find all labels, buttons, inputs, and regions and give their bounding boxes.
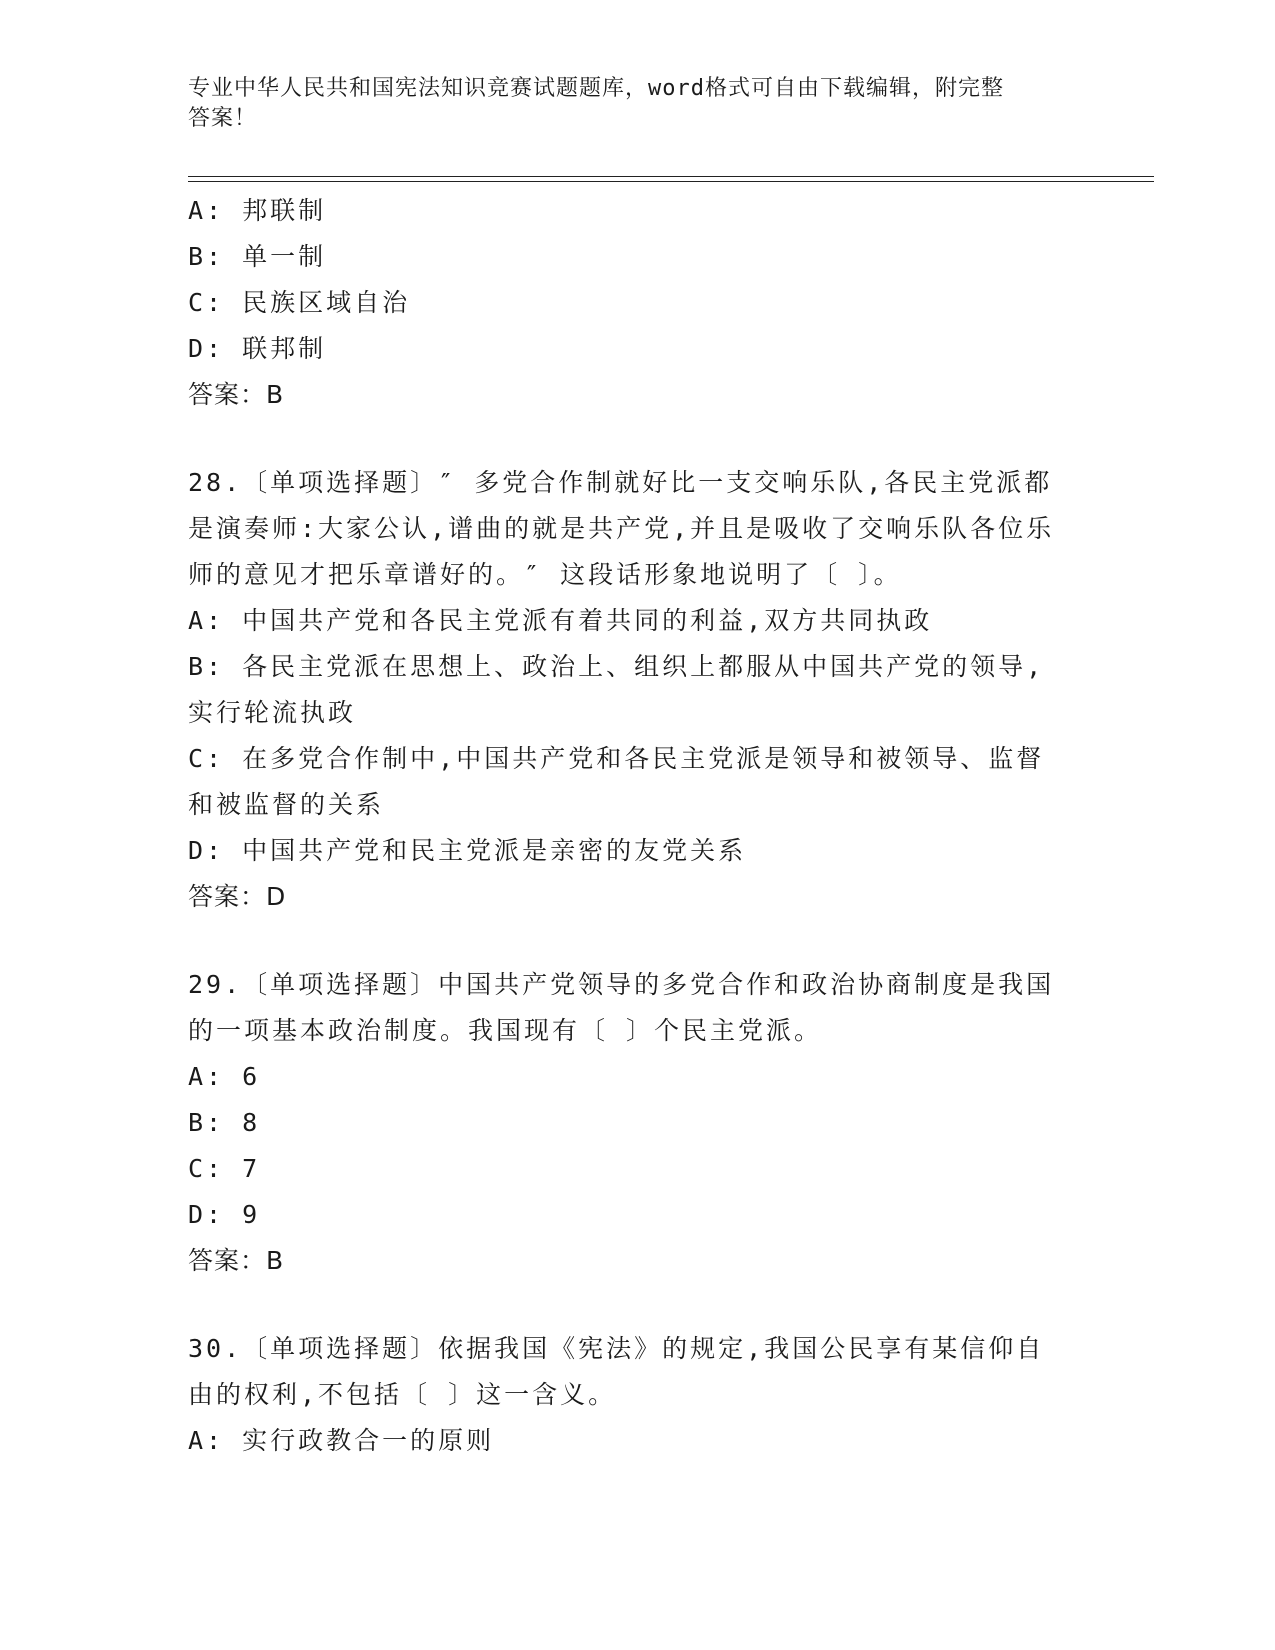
question-block-29 xyxy=(188,962,1068,1284)
question-block-30 xyxy=(188,1326,1068,1464)
question-text-line: 28.〔单项选择题〕″ 多党合作制就好比一支交响乐队,各民主党派都 xyxy=(188,468,1053,497)
option-a: A: 中国共产党和各民主党派有着共同的利益,双方共同执政 xyxy=(188,606,933,635)
answer-line: 答案：B xyxy=(188,1246,285,1275)
header-line-1: 专业中华人民共和国宪法知识竞赛试题题库，word格式可自由下载编辑，附完整 xyxy=(188,76,1004,101)
option-a: A: 实行政教合一的原则 xyxy=(188,1426,495,1455)
option-b: B: 各民主党派在思想上、政治上、组织上都服从中国共产党的领导, xyxy=(188,652,1045,681)
question-block-28 xyxy=(188,460,1068,920)
option-c: C: 在多党合作制中,中国共产党和各民主党派是领导和被领导、监督 xyxy=(188,744,1045,773)
option-d: D: 9 xyxy=(188,1200,261,1229)
option-d: D: 中国共产党和民主党派是亲密的友党关系 xyxy=(188,836,747,865)
option-c: C: 7 xyxy=(188,1154,261,1183)
question-text-line: 的一项基本政治制度。我国现有〔 〕个民主党派。 xyxy=(188,1016,823,1045)
option-b: B: 单一制 xyxy=(188,242,327,271)
question-block-27 xyxy=(188,188,1068,418)
header-divider-bottom xyxy=(188,181,1154,182)
question-text-line: 29.〔单项选择题〕中国共产党领导的多党合作和政治协商制度是我国 xyxy=(188,970,1055,999)
option-a: A: 6 xyxy=(188,1062,261,1091)
option-b-continued: 实行轮流执政 xyxy=(188,698,357,727)
document-header xyxy=(188,74,1068,134)
question-text-line: 师的意见才把乐章谱好的。″ 这段话形象地说明了〔 〕。 xyxy=(188,560,902,589)
answer-line: 答案：B xyxy=(188,380,285,409)
answer-line: 答案：D xyxy=(188,882,287,911)
question-text-line: 由的权利,不包括〔 〕这一含义。 xyxy=(188,1380,617,1409)
question-text-line: 是演奏师:大家公认,谱曲的就是共产党,并且是吸收了交响乐队各位乐 xyxy=(188,514,1055,543)
question-content xyxy=(188,188,1068,1464)
header-divider-top xyxy=(188,176,1154,177)
option-c-continued: 和被监督的关系 xyxy=(188,790,385,819)
option-b: B: 8 xyxy=(188,1108,261,1137)
header-line-2: 答案！ xyxy=(188,106,258,131)
option-d: D: 联邦制 xyxy=(188,334,327,363)
question-text-line: 30.〔单项选择题〕依据我国《宪法》的规定,我国公民享有某信仰自 xyxy=(188,1334,1045,1363)
option-c: C: 民族区域自治 xyxy=(188,288,411,317)
option-a: A: 邦联制 xyxy=(188,196,327,225)
